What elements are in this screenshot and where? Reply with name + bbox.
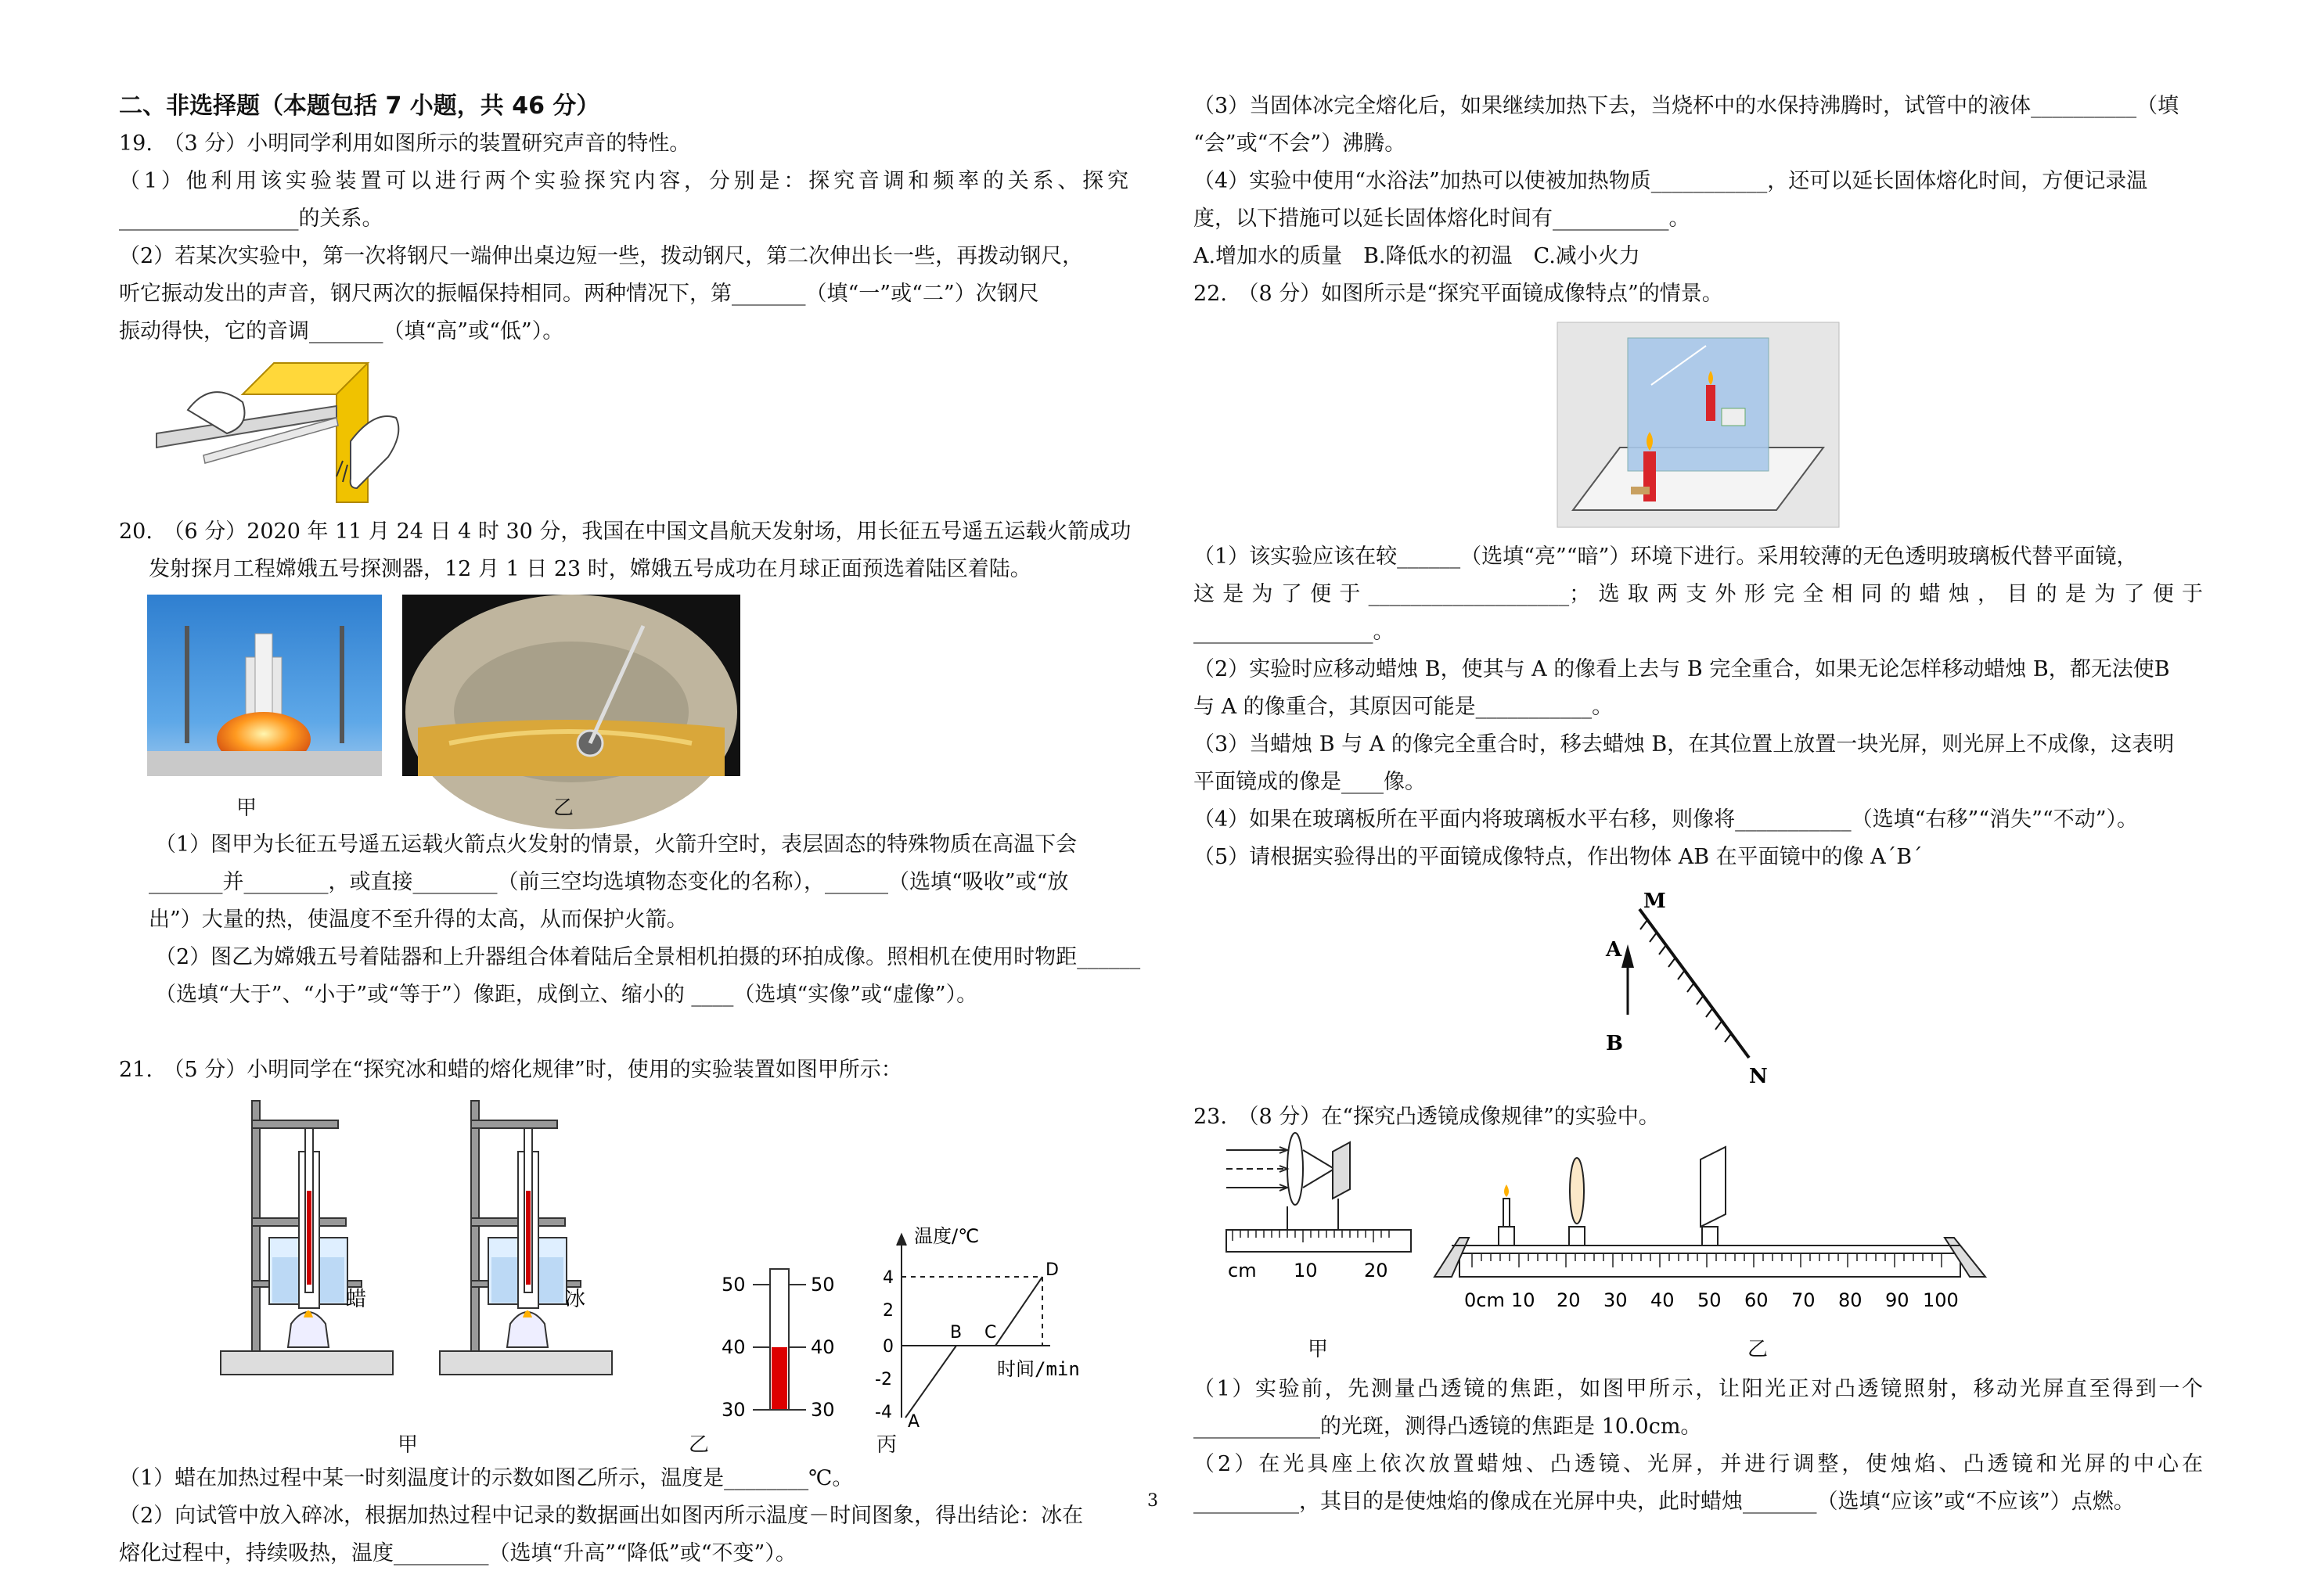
label-n: N (1749, 1065, 1768, 1088)
q21-cont-line: “会”或“不会”）沸腾。 (1193, 131, 1406, 156)
therm-tick: 50 (722, 1274, 746, 1296)
q22-line: （1）该实验应该在较______（选填“亮”“暗”）环境下进行。采用较薄的无色透明玻璃板代替平面镜， (1193, 545, 2138, 569)
mirror-ab-diagram (1604, 878, 1792, 1089)
q21-line: （2）向试管中放入碎冰，根据加热过程中记录的数据画出如图丙所示温度－时间图象，得出结论：冰在 (119, 1504, 1084, 1528)
section-title: 二、非选择题（本题包括 7 小题，共 46 分） (119, 92, 600, 120)
q20-line: 发射探月工程嫦娥五号探测器，12 月 1 日 23 时，嫦娥五号成功在月球正面预选着陆区着陆。 (149, 557, 1031, 581)
therm-tick: 50 (811, 1274, 835, 1296)
ruler-b-label: 20 (1557, 1289, 1581, 1311)
q22-line: （4）如果在玻璃板所在平面内将玻璃板水平右移，则像将___________（选填“右移”“消失”“不动”）。 (1193, 807, 2138, 832)
ruler-pluck-figure (157, 363, 407, 502)
therm-tick: 40 (811, 1336, 835, 1358)
q19-line: 听它振动发出的声音，钢尺两次的振幅保持相同。两种情况下，第_______（填“一”或“二”）次钢尺 (119, 282, 1039, 306)
ruler-a-label: 20 (1364, 1260, 1388, 1281)
caption-bing: 丙 (876, 1433, 898, 1457)
ruler-b-label: 0cm (1464, 1289, 1505, 1311)
q22-line: 这是为了便于___________________；选取两支外形完全相同的蜡烛，目的是为了便于 (1193, 582, 2203, 606)
q19-line: （1）他利用该实验装置可以进行两个实验探究内容，分别是：探究音调和频率的关系、探究 (119, 169, 1128, 193)
graph-ytick: -2 (875, 1370, 892, 1389)
graph-ytick: 4 (883, 1268, 894, 1288)
q21-cont-line: （4）实验中使用“水浴法”加热可以使被加热物质___________，还可以延长固体熔化时间，方便记录温 (1193, 169, 2148, 193)
graph-ylabel: 温度/℃ (914, 1225, 980, 1247)
q21-line: 熔化过程中，持续吸热，温度_________（选填“升高”“降低”或“不变”）。 (119, 1541, 797, 1565)
q23-line: （1）实验前，先测量凸透镜的焦距，如图甲所示，让阳光正对凸透镜照射，移动光屏直至得到一个 (1193, 1377, 2203, 1401)
caption-jia: 甲 (398, 1433, 419, 1457)
q21-line: （1）蜡在加热过程中某一时刻温度计的示数如图乙所示，温度是________℃。 (119, 1466, 854, 1490)
q22-line: 平面镜成的像是____像。 (1193, 770, 1426, 794)
ruler-b-label: 90 (1885, 1289, 1909, 1311)
graph-point: C (984, 1323, 997, 1343)
q20-line: （2）图乙为嫦娥五号着陆器和上升器组合体着陆后全景相机拍摄的环拍成像。照相机在使用时物距______ (155, 945, 1141, 969)
q23-line: ____________的光斑，测得凸透镜的焦距是 10.0cm。 (1193, 1414, 1702, 1439)
label-ice: 冰 (565, 1288, 586, 1311)
q22-line: 22. （8 分）如图所示是“探究平面镜成像特点”的情景。 (1193, 282, 1723, 306)
optical-bench-figure (1225, 1136, 2195, 1316)
melting-apparatus-figure (205, 1089, 1183, 1432)
caption-jia: 甲 (1308, 1338, 1329, 1361)
q23-line: __________，其目的是使烛焰的像成在光屏中央，此时蜡烛_______（选填“应该”或“不应该”）点燃。 (1193, 1490, 2135, 1514)
ruler-b-label: 40 (1650, 1289, 1675, 1311)
ruler-b-label: 60 (1744, 1289, 1769, 1311)
q20-line: （1）图甲为长征五号遥五运载火箭点火发射的情景，火箭升空时，表层固态的特殊物质在高温下会 (155, 832, 1078, 857)
q23-line: （2）在光具座上依次放置蜡烛、凸透镜、光屏，并进行调整，使烛焰、凸透镜和光屏的中心在 (1193, 1452, 2203, 1476)
ruler-a-label: 10 (1294, 1260, 1318, 1281)
graph-ytick: -4 (875, 1403, 892, 1422)
therm-tick: 30 (722, 1399, 746, 1421)
q22-line: （3）当蜡烛 B 与 A 的像完全重合时，移去蜡烛 B，在其位置上放置一块光屏，则光屏上不成像，这表明 (1193, 732, 2175, 757)
q19-line: _________________的关系。 (119, 207, 383, 231)
q19-line: （2）若某次实验中，第一次将钢尺一端伸出桌边短一些，拨动钢尺，第二次伸出长一些，再拨动钢尺， (119, 244, 1084, 268)
ruler-b-label: 30 (1603, 1289, 1628, 1311)
q21-cont-line: （3）当固体冰完全熔化后，如果继续加热下去，当烧杯中的水保持沸腾时，试管中的液体__________（填 (1193, 94, 2179, 118)
q20-line: 出”）大量的热，使温度不至升得的太高，从而保护火箭。 (149, 908, 688, 932)
ruler-b-label: 80 (1838, 1289, 1863, 1311)
ruler-b-label: 50 (1697, 1289, 1722, 1311)
graph-xlabel: 时间/min (997, 1358, 1080, 1380)
q22-line: （5）请根据实验得出的平面镜成像特点，作出物体 AB 在平面镜中的像 A´B´ (1193, 845, 1923, 869)
label-m: M (1643, 890, 1666, 913)
q20-line: （选填“大于”、“小于”或“等于”）像距，成倒立、缩小的 ____（选填“实像”或“虚像”）。 (155, 983, 978, 1007)
page-number: 3 (1147, 1491, 1158, 1511)
graph-point: A (908, 1412, 920, 1432)
q20-line: 20. （6 分）2020 年 11 月 24 日 4 时 30 分，我国在中国文昌航天发射场，用长征五号遥五运载火箭成功 (119, 519, 1132, 544)
label-a: A (1606, 938, 1622, 962)
q20-line: _______并________，或直接________（前三空均选填物态变化的名称），______（选填“吸收”或“放 (149, 870, 1069, 894)
graph-point: D (1046, 1260, 1059, 1280)
caption-yi: 乙 (553, 796, 574, 820)
q21-cont-line: A.增加水的质量 B.降低水的初温 C.减小火力 (1193, 244, 1640, 268)
label-b: B (1606, 1032, 1623, 1055)
q23-line: 23. （8 分）在“探究凸透镜成像规律”的实验中。 (1193, 1105, 1660, 1129)
ruler-b-label: 10 (1511, 1289, 1535, 1311)
caption-jia: 甲 (236, 796, 257, 820)
q22-line: _________________。 (1193, 620, 1395, 644)
lunar-panorama-photo (402, 595, 740, 776)
thermometer-diagram (722, 1269, 835, 1421)
label-wax: 蜡 (346, 1288, 367, 1311)
plane-mirror-setup-figure (1557, 322, 1839, 527)
graph-ytick: 0 (883, 1337, 894, 1357)
ruler-a-label: cm (1228, 1260, 1257, 1281)
caption-yi: 乙 (1747, 1338, 1769, 1361)
temperature-time-graph (897, 1235, 1050, 1418)
q19-line: 振动得快，它的音调_______（填“高”或“低”）。 (119, 319, 564, 343)
caption-yi: 乙 (689, 1433, 710, 1457)
graph-point: B (950, 1323, 963, 1343)
rocket-launch-photo (147, 595, 382, 776)
q22-line: （2）实验时应移动蜡烛 B，使其与 A 的像看上去与 B 完全重合，如果无论怎样移动蜡烛 B，都无法使B (1193, 657, 2170, 681)
ruler-b-label: 100 (1923, 1289, 1959, 1311)
q21-cont-line: 度，以下措施可以延长固体熔化时间有___________。 (1193, 207, 1690, 231)
therm-tick: 40 (722, 1336, 746, 1358)
q22-line: 与 A 的像重合，其原因可能是___________。 (1193, 695, 1614, 719)
q21-line: 21. （5 分）小明同学在“探究冰和蜡的熔化规律”时，使用的实验装置如图甲所示： (119, 1058, 902, 1082)
q19-line: 19. （3 分）小明同学利用如图所示的装置研究声音的特性。 (119, 131, 691, 156)
ruler-b-label: 70 (1791, 1289, 1816, 1311)
graph-ytick: 2 (883, 1301, 894, 1321)
therm-tick: 30 (811, 1399, 835, 1421)
